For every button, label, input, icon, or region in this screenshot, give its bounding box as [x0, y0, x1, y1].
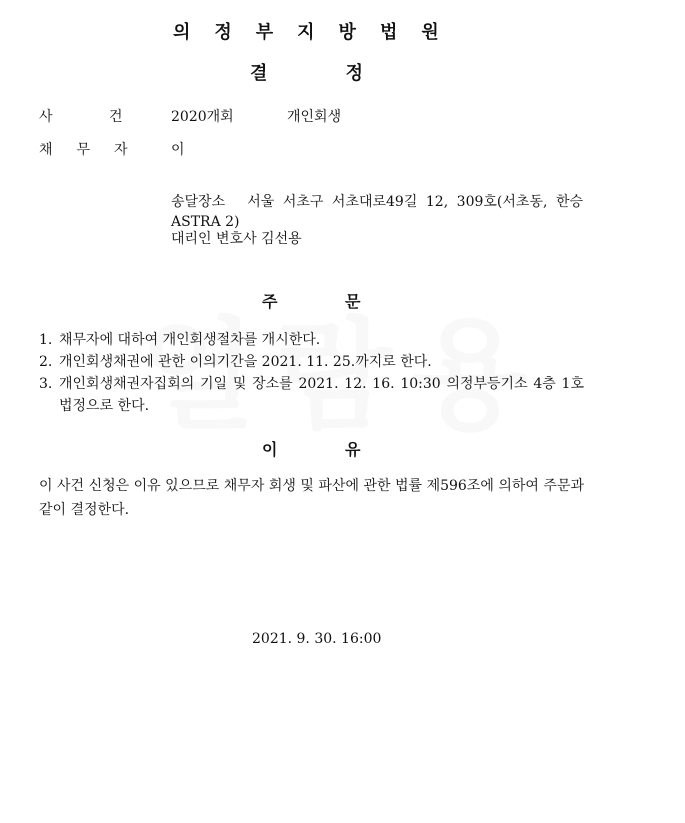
- debtor-label: 채무자: [39, 142, 152, 158]
- case-number: 2020개회: [171, 109, 234, 125]
- order-item-text: 개인회생채권자집회의 기일 및 장소를 2021. 12. 16. 10:30 의정부등기소 4층 1호 법정으로 한다.: [59, 376, 584, 414]
- order-item: [39, 373, 584, 417]
- service-address: 송달장소 서울 서초구 서초대로49길 12, 309호(서초동, 한승 ASTRA 2): [171, 194, 583, 230]
- order-item-number: 3.: [39, 376, 53, 392]
- document-title: 결 정: [250, 63, 364, 84]
- order-heading: 주 문: [262, 292, 361, 311]
- order-item: [39, 351, 584, 373]
- debtor-name: 이: [171, 142, 185, 158]
- legal-agent: 대리인 변호사 김선용: [171, 231, 302, 247]
- order-list: [39, 329, 584, 417]
- reason-heading: 이 유: [262, 440, 361, 459]
- order-item-number: 1.: [39, 332, 53, 348]
- decision-date: 2021. 9. 30. 16:00: [252, 631, 382, 647]
- reason-text: 이 사건 신청은 이유 있으므로 채무자 회생 및 파산에 관한 법률 제596조에 의하여 주문과 같이 결정한다.: [39, 478, 584, 518]
- case-type: 개인회생: [287, 109, 342, 125]
- case-label: 사 건: [39, 109, 123, 125]
- order-item: [39, 329, 584, 351]
- court-name: 의정부지방법원: [173, 22, 463, 43]
- order-item-text: 개인회생채권에 관한 이의기간을 2021. 11. 25.까지로 한다.: [59, 354, 432, 370]
- order-item-text: 채무자에 대하여 개인회생절차를 개시한다.: [59, 332, 321, 348]
- order-item-number: 2.: [39, 354, 53, 370]
